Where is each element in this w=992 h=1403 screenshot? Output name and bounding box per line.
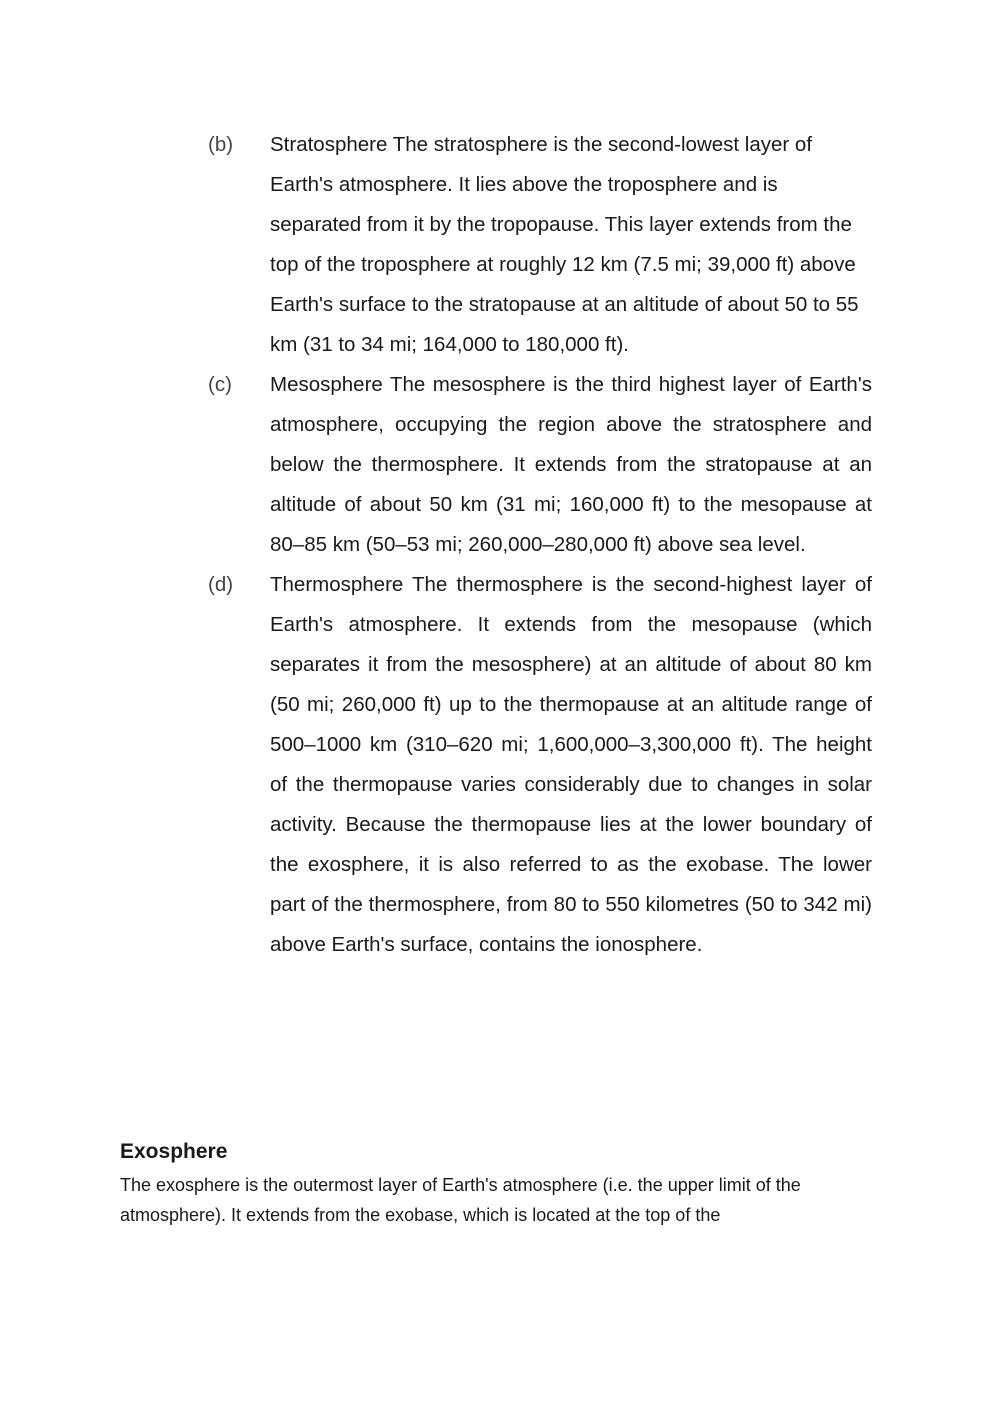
list-item-text: Thermosphere The thermosphere is the second-highest layer of Earth's atmosphere. It extends from the mesopause (which separates it from the mesosphere) at an altitude of about 80 km (50 mi; 260,000 ft) up to the thermopause at an altitude range of 500–1000 km (310–620 mi; 1,600,000–3,300,000 ft). The height of the thermopause varies considerably due to changes in solar activity. Because the thermopause lies at the lower boundary of the exosphere, it is also referred to as the exobase. The lower part of the thermosphere, from 80 to 550 kilometres (50 to 342 mi) above Earth's surface, contains the ionosphere. <box>270 573 872 956</box>
exosphere-section <box>120 1137 860 1230</box>
list-item-stratosphere <box>208 125 872 365</box>
section-heading: Exosphere <box>120 1140 228 1163</box>
list-marker: (d) <box>208 573 234 596</box>
list-item-mesosphere <box>208 365 872 565</box>
list-item-thermosphere <box>208 565 872 965</box>
atmosphere-layers-list <box>208 125 872 965</box>
list-item-text: Mesosphere The mesosphere is the third highest layer of Earth's atmosphere, occupying the region above the stratosphere and below the thermosphere. It extends from the stratopause at an altitude of about 50 km (31 mi; 160,000 ft) to the mesopause at 80–85 km (50–53 mi; 260,000–280,000 ft) above sea level. <box>270 373 872 556</box>
list-marker: (b) <box>208 133 234 156</box>
list-marker: (c) <box>208 373 232 396</box>
list-item-text: Stratosphere The stratosphere is the second-lowest layer of Earth's atmosphere. It lies above the troposphere and is separated from it by the tropopause. This layer extends from the top of the troposphere at roughly 12 km (7.5 mi; 39,000 ft) above Earth's surface to the stratopause at an altitude of about 50 to 55 km (31 to 34 mi; 164,000 to 180,000 ft). <box>270 133 859 356</box>
section-paragraph: The exosphere is the outermost layer of Earth's atmosphere (i.e. the upper limit of the atmosphere). It extends from the exobase, which is located at the top of the <box>120 1175 801 1225</box>
